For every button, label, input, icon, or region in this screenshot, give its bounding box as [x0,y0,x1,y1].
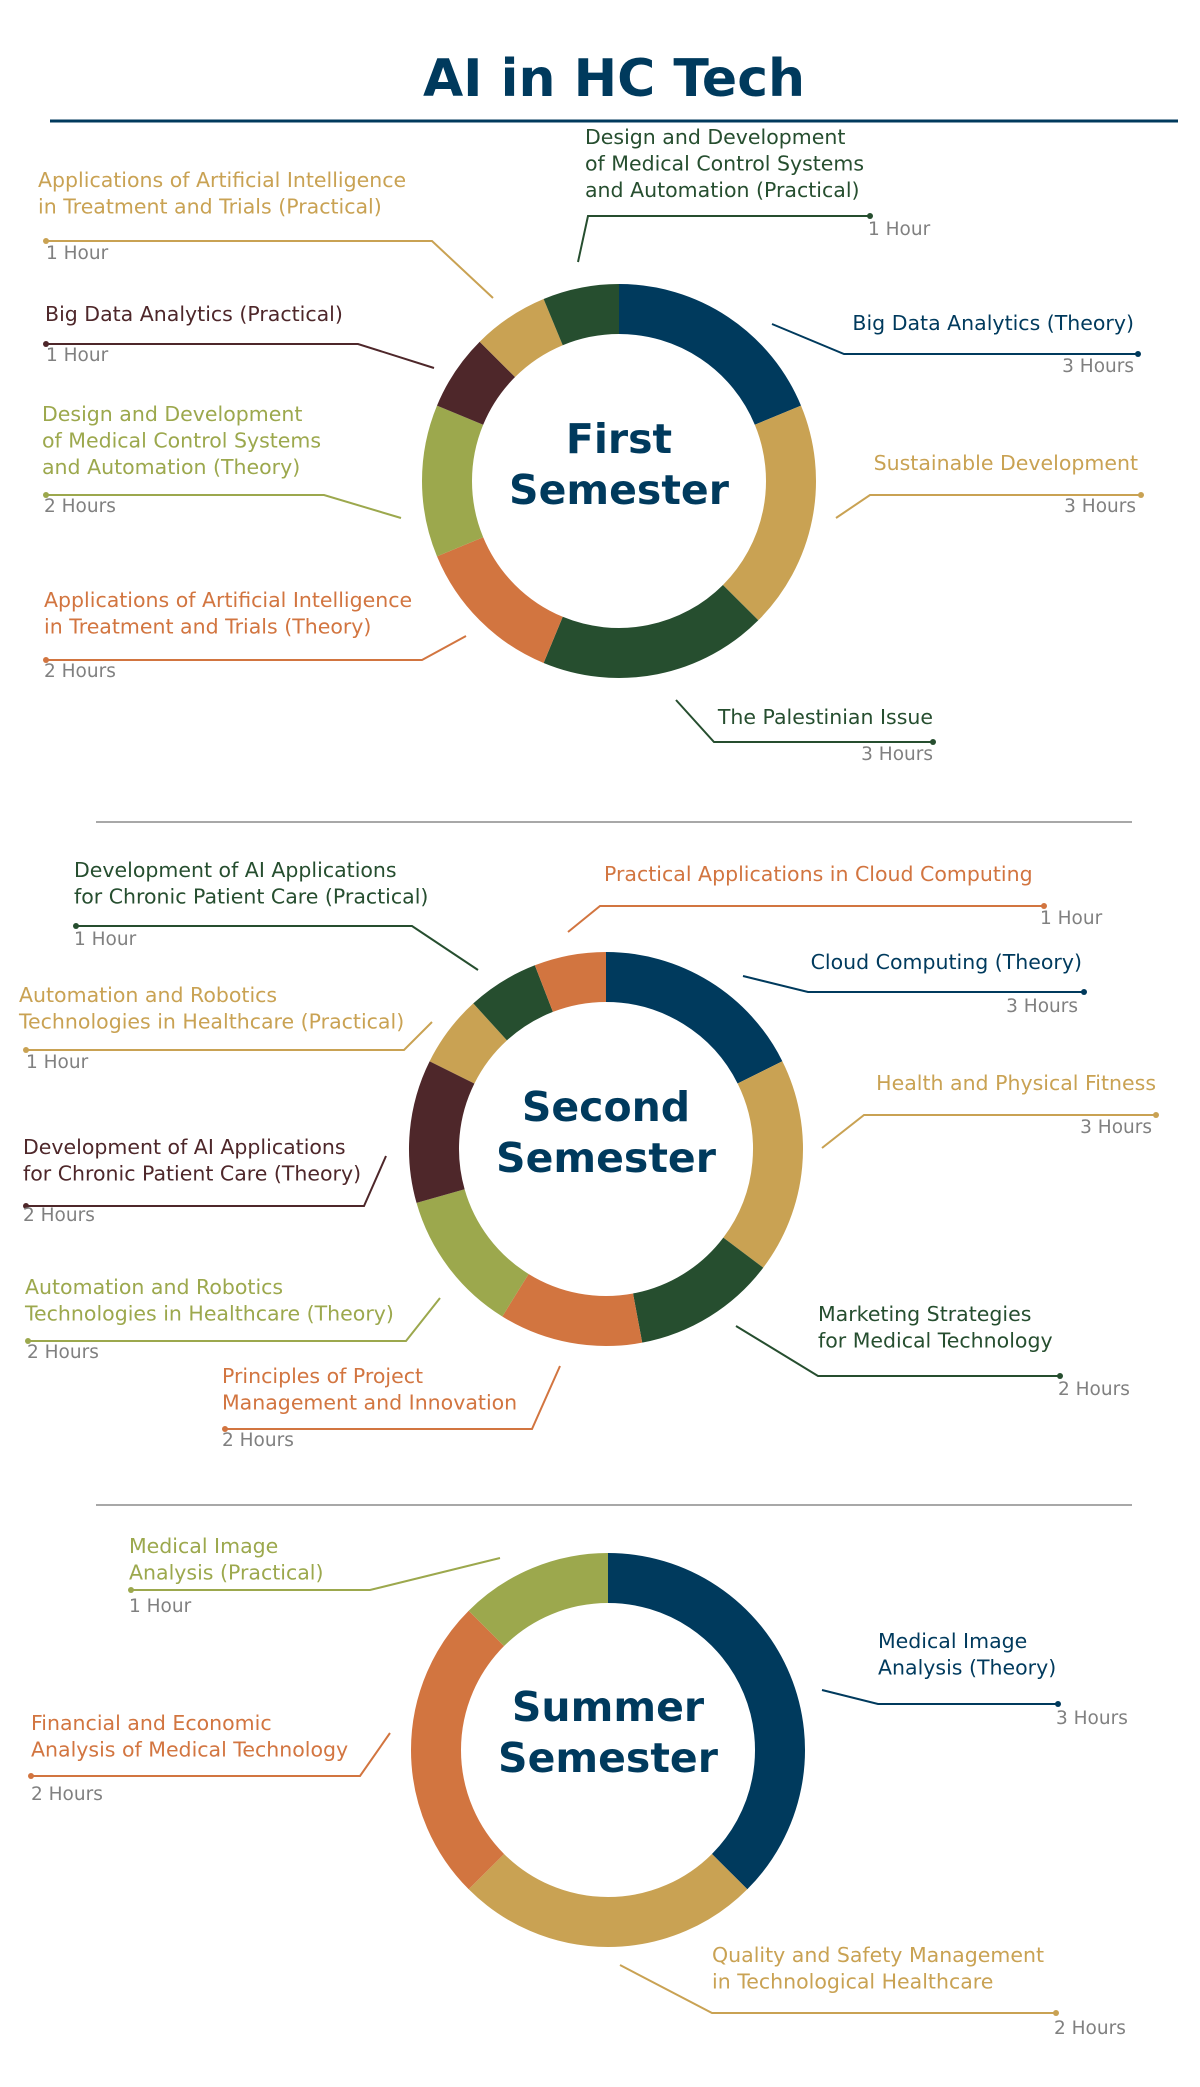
leader-dot [128,1587,134,1593]
segment-hours: 2 Hours [44,661,116,682]
donut-segment [619,309,778,415]
segment-label-principles-of-project-management-and-innovation: Principles of Project Management and Innovation [222,1364,518,1415]
segment-hours: 2 Hours [27,1342,99,1363]
segment-hours: 1 Hour [26,1052,89,1073]
donut-chart-first-semester [38,125,1144,765]
leader-line [743,976,1084,992]
donut-segment [515,1295,637,1321]
donut-segment [447,415,460,547]
donut-segment [544,977,606,989]
segment-label-design-and-development-of-medical-control-systems-and-automation-practical: Design and Development of Medical Control Systems and Automation (Practical) [585,125,865,202]
segment-label-automation-and-robotics-technologies-in-healthcare-practical: Automation and Robotics Technologies in Healthcare (Practical) [19,983,405,1034]
segment-hours: 2 Hours [31,1784,103,1805]
donut-segment [743,1072,778,1252]
donut-segment [553,309,619,322]
leader-line [568,906,1044,932]
segment-hours: 1 Hour [74,929,137,950]
donut-segment [497,322,553,359]
leader-dot [1053,2010,1059,2016]
donut-segment [460,547,553,640]
donut-center-label: Second [521,1083,691,1131]
leader-line [76,926,478,970]
donut-center-label: Summer [511,1683,705,1731]
segment-hours: 2 Hours [23,1205,95,1226]
page-title: AI in HC Tech [422,49,806,109]
segment-hours: 1 Hour [129,1596,192,1617]
segment-label-medical-image-analysis-theory: Medical Image Analysis (Theory) [878,1629,1057,1680]
donut-center-label: Semester [496,1134,716,1182]
segment-hours: 3 Hours [861,744,933,765]
donut-chart-summer-semester [28,1534,1128,2039]
segment-label-development-of-ai-applications-for-chronic-patient-care-practical: Development of AI Applications for Chronic Patient Care (Practical) [74,858,429,909]
donut-segment [638,1253,744,1318]
segment-hours: 3 Hours [1080,1117,1152,1138]
donut-center-label: Semester [509,466,729,514]
segment-label-automation-and-robotics-technologies-in-healthcare-theory: Automation and Robotics Technologies in Healthcare (Theory) [25,1275,394,1326]
segment-label-medical-image-analysis-practical: Medical Image Analysis (Practical) [129,1534,324,1585]
segment-label-marketing-strategies-for-medical-technology: Marketing Strategies for Medical Technology [818,1302,1053,1353]
leader-dot [1081,989,1087,995]
donut-segment [452,1022,490,1072]
segment-hours: 2 Hours [44,496,116,517]
donut-segment [486,1872,729,1922]
donut-center-label: Semester [498,1734,718,1782]
donut-segment [434,1072,452,1196]
segment-hours: 3 Hours [1056,1708,1128,1729]
segment-label-design-and-development-of-medical-control-systems-and-automation-theory: Design and Development of Medical Control Systems and Automation (Theory) [42,402,322,479]
segment-hours: 3 Hours [1062,356,1134,377]
segment-hours: 1 Hour [1040,908,1103,929]
leader-line [46,636,466,660]
donut-segment [436,1628,486,1871]
leader-line [822,1690,1058,1704]
segment-label-financial-and-economic-analysis-of-medical-technology: Financial and Economic Analysis of Medical Technology [31,1711,349,1762]
leader-dot [28,1773,34,1779]
leader-line [46,241,493,298]
segment-label-health-and-physical-fitness: Health and Physical Fitness [876,1071,1156,1095]
segment-label-the-palestinian-issue: The Palestinian Issue [717,705,933,729]
segment-label-cloud-computing-theory: Cloud Computing (Theory) [810,950,1082,974]
segment-label-big-data-analytics-theory: Big Data Analytics (Theory) [852,311,1134,335]
donut-segment [490,989,544,1022]
donut-segment [606,977,760,1072]
segment-hours: 2 Hours [222,1430,294,1451]
segment-label-practical-applications-in-cloud-computing: Practical Applications in Cloud Computing [604,862,1033,886]
segment-label-applications-of-artificial-intelligence-in-treatment-and-trials-practical: Applications of Artificial Intelligence in Treatment and Trials (Practical) [38,168,407,219]
segment-label-big-data-analytics-practical: Big Data Analytics (Practical) [45,302,343,326]
segment-hours: 1 Hour [868,219,931,240]
donut-segment [460,359,497,415]
leader-dot [1153,1112,1159,1118]
segment-label-quality-and-safety-management-in-technological-healthcare: Quality and Safety Management in Technological Healthcare [712,1943,1044,1994]
donut-chart-second-semester [18,858,1159,1451]
leader-dot [1055,1701,1061,1707]
leader-line [578,216,870,262]
donut-segment [441,1196,516,1295]
segment-label-sustainable-development: Sustainable Development [873,451,1138,475]
donut-center-label: First [565,415,673,463]
segment-hours: 3 Hours [1064,496,1136,517]
segment-label-applications-of-artificial-intelligence-in-treatment-and-trials-theory: Applications of Artificial Intelligence in Treatment and Trials (Theory) [44,588,413,639]
segment-hours: 1 Hour [46,243,109,264]
segment-hours: 2 Hours [1054,2018,1126,2039]
segment-label-development-of-ai-applications-for-chronic-patient-care-theory: Development of AI Applications for Chronic Patient Care (Theory) [23,1135,362,1186]
segment-hours: 1 Hour [46,345,109,366]
segment-hours: 3 Hours [1006,996,1078,1017]
leader-dot [1135,351,1141,357]
donut-segment [486,1578,608,1628]
donut-segment [741,415,791,602]
segment-hours: 2 Hours [1058,1379,1130,1400]
donut-segment [553,603,740,653]
leader-dot [1138,492,1144,498]
